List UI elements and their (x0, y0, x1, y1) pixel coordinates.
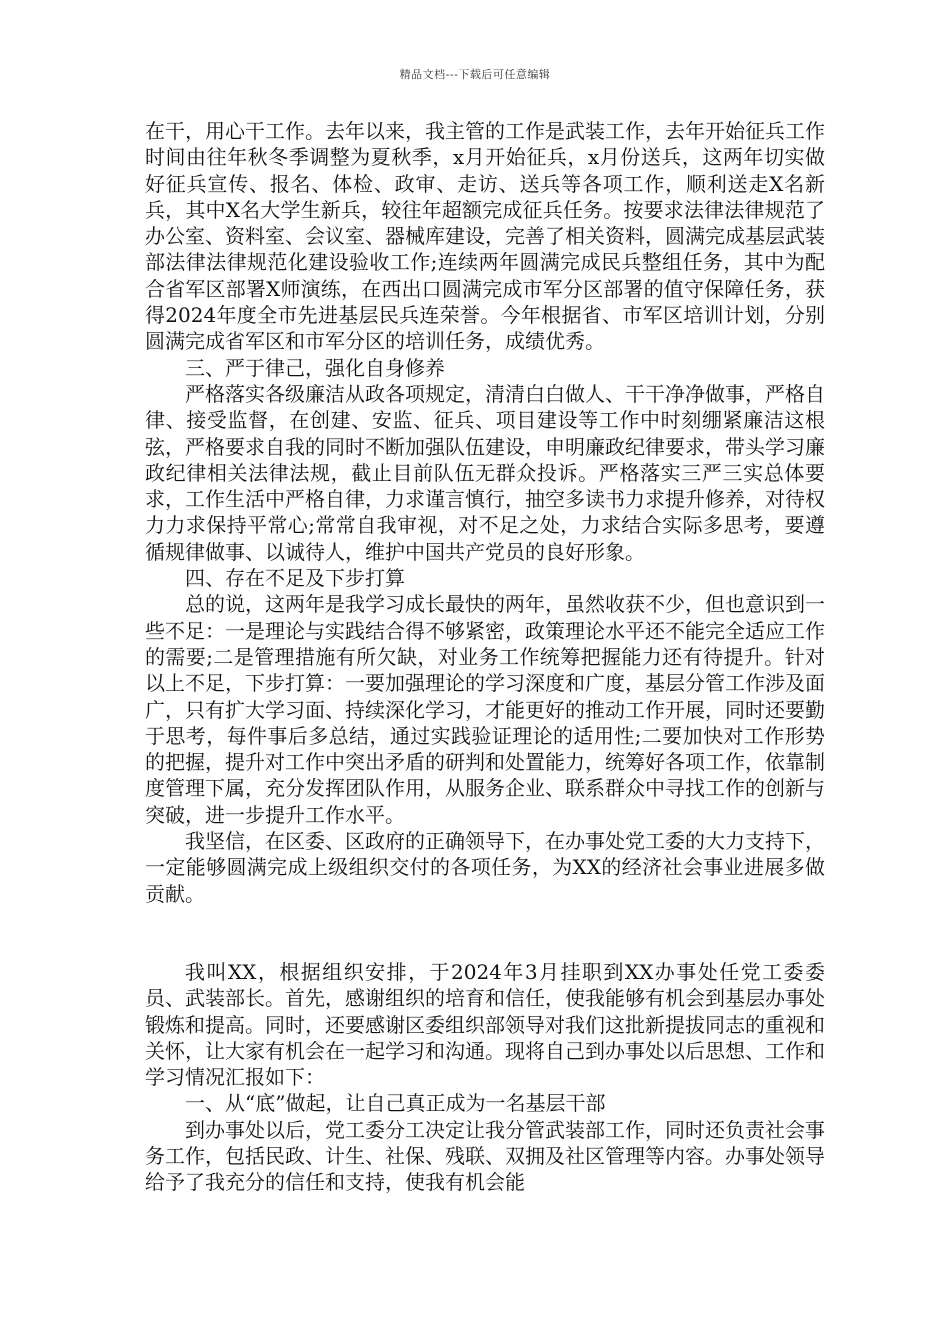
section-heading-1: 一、从“底”做起，让自己真正成为一名基层干部 (185, 1091, 606, 1116)
paragraph-military-work: 在干，用心干工作。去年以来，我主管的工作是武装工作，去年开始征兵工作时间由往年秋冬季调整为夏秋季，x月开始征兵，x月份送兵，这两年切实做好征兵宣传、报名、体检、政审、走访、送兵等各项工作，顺利送走X名新兵，其中X名大学生新兵，较往年超额完成征兵任务。按要求法律法律规范了办公室、资料室、会议室、器械库建设，完善了相关资料，圆满完成基层武装部法律法律规范化建设验收工作;连续两年圆满完成民兵整组任务，其中为配合省军区部署X师演练，在西出口圆满完成市军分区部署的值守保障任务，获得2024年度全市先进基层民兵连荣誉。今年根据省、市军区培训计划，分别圆满完成省军区和市军分区的培训任务，成绩优秀。 (145, 119, 825, 354)
section-heading-3: 三、严于律己，强化自身修养 (185, 355, 445, 380)
page-header: 精品文档---下载后可任意编辑 (399, 68, 551, 81)
section-gap (145, 907, 825, 959)
paragraph-self-discipline: 严格落实各级廉洁从政各项规定，清清白白做人、干干净净做事，严格自律、接受监督，在创建、安监、征兵、项目建设等工作中时刻绷紧廉洁这根弦，严格要求自我的同时不断加强队伍建设，申明廉政纪律要求，带头学习廉政纪律相关法律法规，截止目前队伍无群众投诉。严格落实三严三实总体要求，工作生活中严格自律，力求谨言慎行，抽空多读书力求提升修养，对待权力力求保持平常心;常常自我审视，对不足之处，力求结合实际多思考，要遵循规律做事、以诚待人，维护中国共产党员的良好形象。 (145, 381, 825, 564)
section-heading-4: 四、存在不足及下步打算 (185, 566, 405, 591)
paragraph-assignment: 到办事处以后，党工委分工决定让我分管武装部工作，同时还负责社会事务工作，包括民政、计生、社保、残联、双拥及社区管理等内容。办事处领导给予了我充分的信任和支持，使我有机会能 (145, 1117, 825, 1195)
paragraph-shortcomings: 总的说，这两年是我学习成长最快的两年，虽然收获不少，但也意识到一些不足：一是理论与实践结合得不够紧密，政策理论水平还不能完全适应工作的需要;二是管理措施有所欠缺，对业务工作统筹把握能力还有待提升。针对以上不足，下步打算：一要加强理论的学习深度和广度，基层分管工作涉及面广，只有扩大学习面、持续深化学习，才能更好的推动工作开展，同时还要勤于思考，每件事后多总结，通过实践验证理论的适用性;二要加快对工作形势的把握，提升对工作中突出矛盾的研判和处置能力，统筹好各项工作，依靠制度管理下属，充分发挥团队作用，从服务企业、联系群众中寻找工作的创新与突破，进一步提升工作水平。 (145, 592, 825, 827)
paragraph-introduction: 我叫XX，根据组织安排，于2024年3月挂职到XX办事处任党工委委员、武装部长。首先，感谢组织的培育和信任，使我能够有机会到基层办事处锻炼和提高。同时，还要感谢区委组织部领导对我们这批新提拔同志的重视和关怀，让大家有机会在一起学习和沟通。现将自己到办事处以后思想、工作和学习情况汇报如下： (145, 959, 825, 1090)
document-body (145, 118, 825, 1196)
paragraph-conclusion: 我坚信，在区委、区政府的正确领导下，在办事处党工委的大力支持下，一定能够圆满完成上级组织交付的各项任务，为XX的经济社会事业进展多做贡献。 (145, 829, 825, 906)
